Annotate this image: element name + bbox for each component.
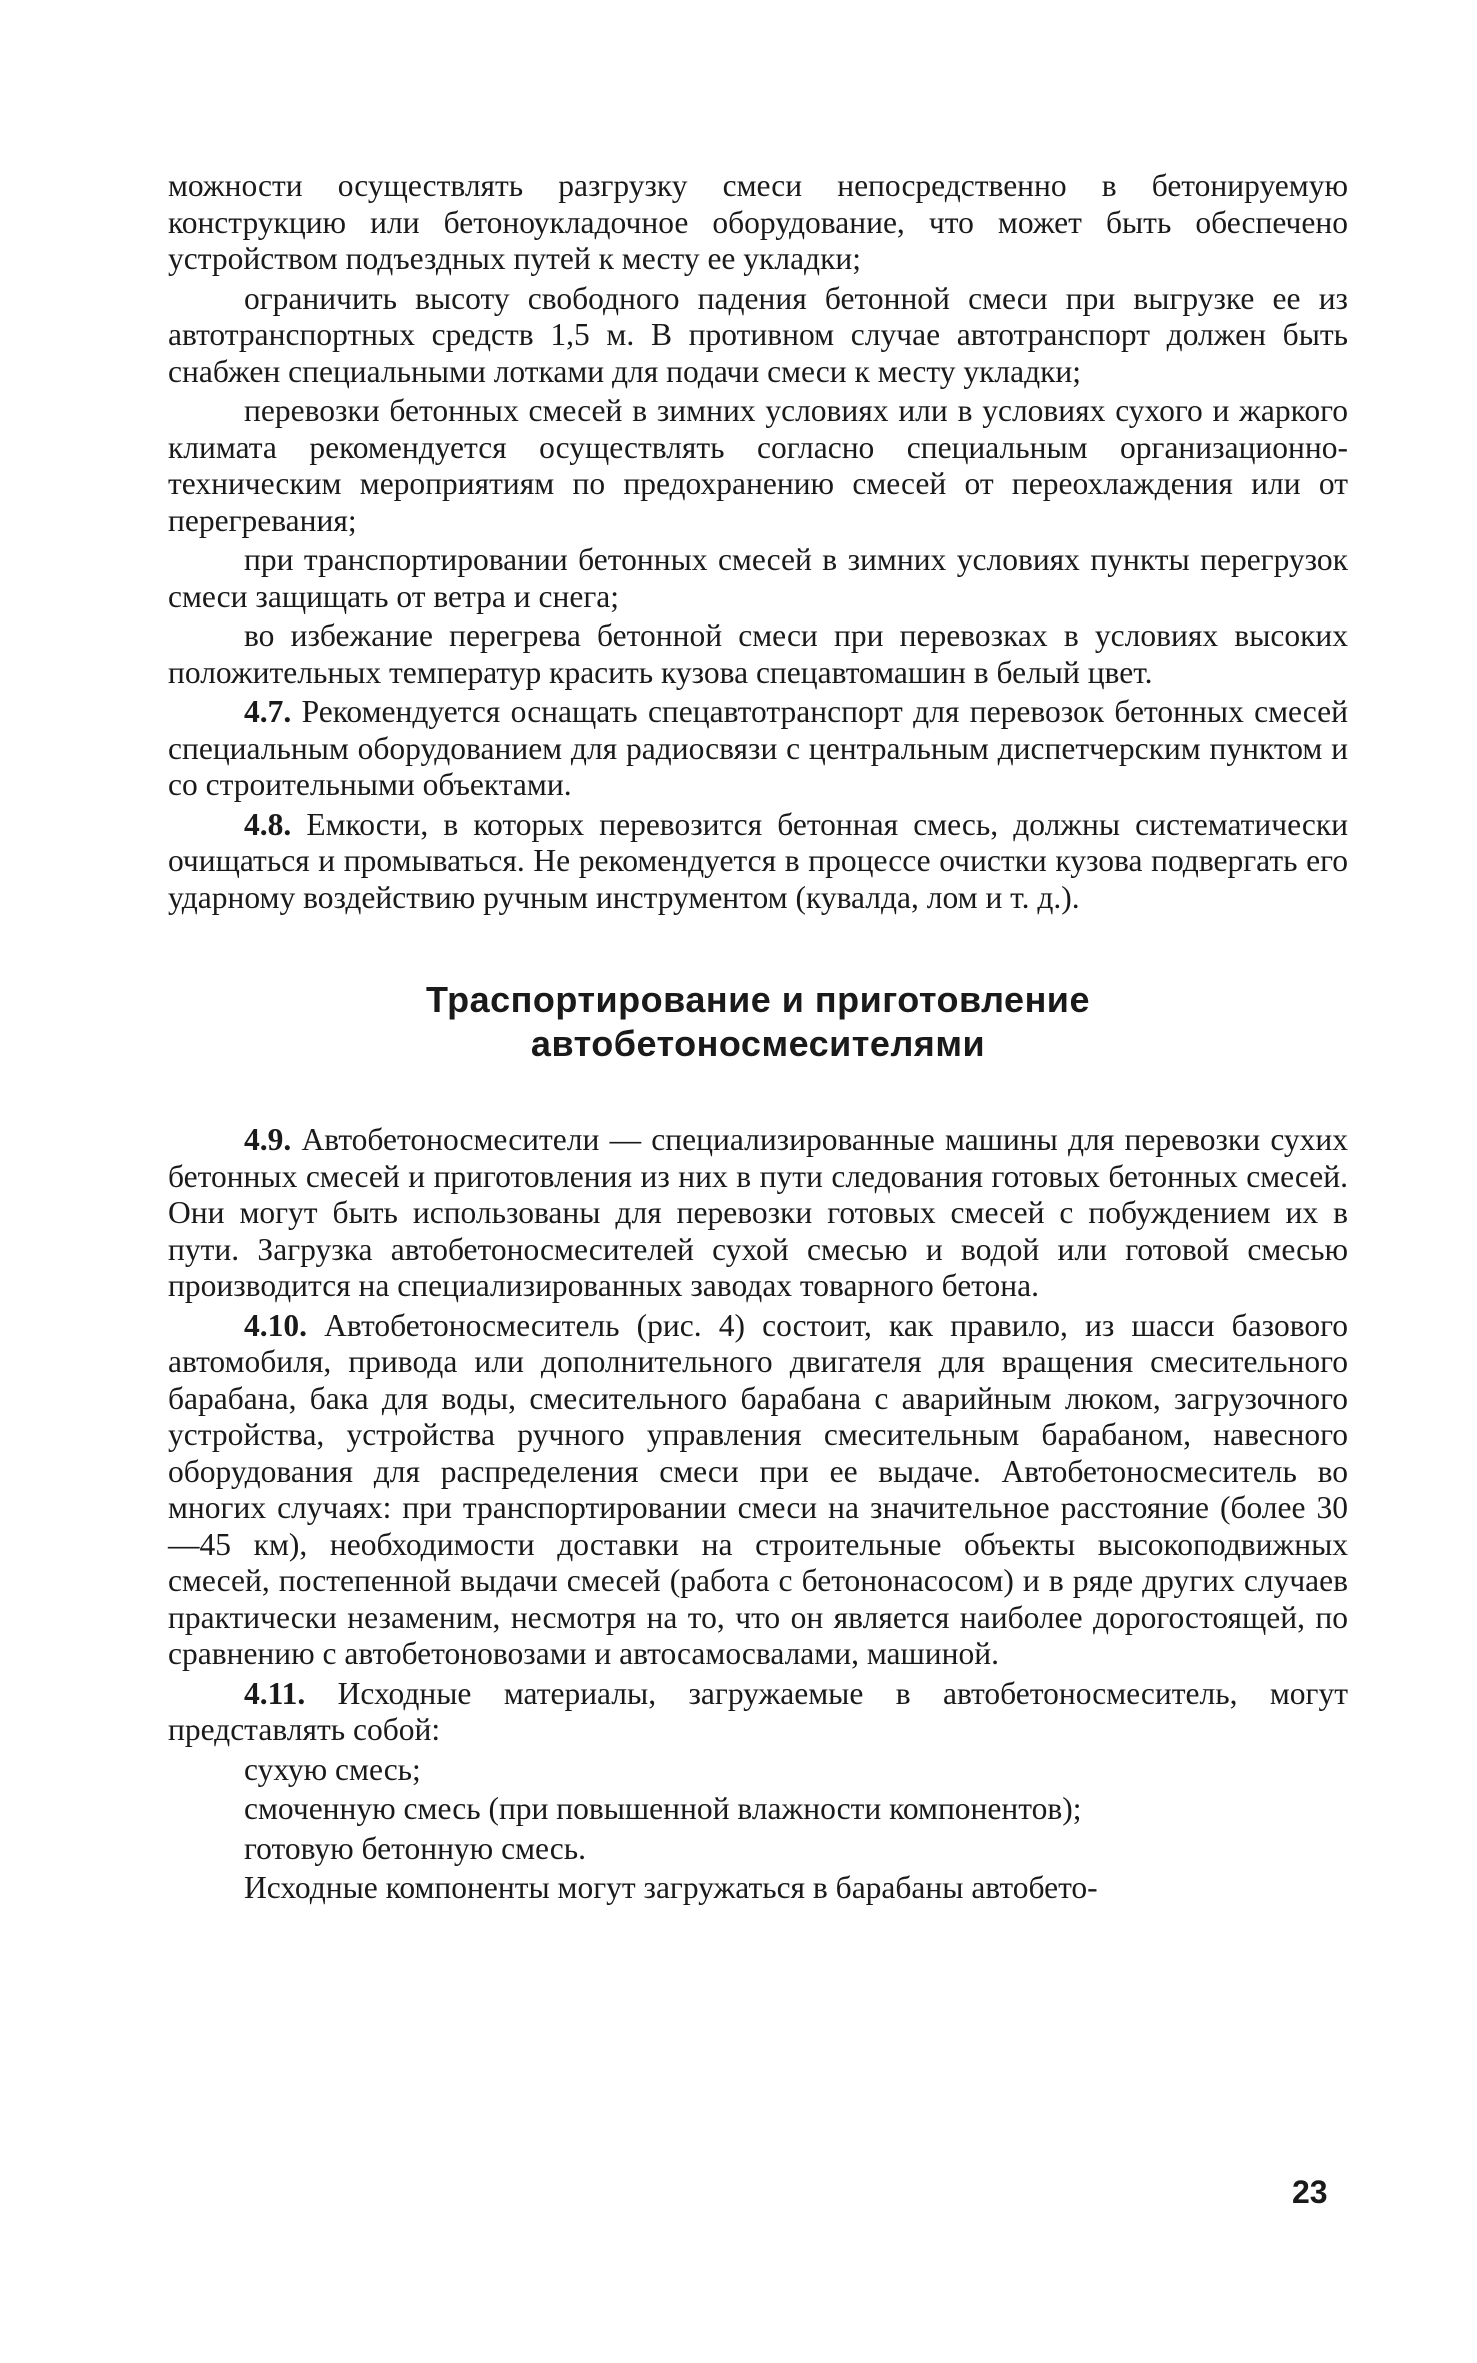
clause-number: 4.11. xyxy=(244,1675,306,1711)
paragraph-winter-points xyxy=(168,542,1348,615)
clause-number: 4.10. xyxy=(244,1307,307,1343)
paragraph-text: Автобетоносмеситель (рис. 4) состоит, как правило, из шасси базового автомобиля, привода или дополнительного двигателя для вращения смесительного барабана, бака для воды, смесительного барабана с аварийным люком, загрузочного устройства, устройства ручного управления смесительным барабаном, навесного оборудования для распределения смеси при ее выдаче. Автобетоносмеситель во многих случаях: при транспортировании смеси на значительное расстояние (более 30—45 км), необходимости доставки на строительные объекты высокоподвижных смесей, постепенной выдачи смесей (работа с бетононасосом) и в ряде других случаев практически незаменим, несмотря на то, что он является наиболее дорогостоящей, по сравнению с автобетоновозами и автосамосвалами, машиной. xyxy=(168,1307,1348,1671)
page-number: 23 xyxy=(1292,2174,1328,2210)
paragraph-4-7 xyxy=(168,694,1348,804)
clause-number: 4.7. xyxy=(244,694,292,729)
heading-line-1: Траспортирование и приготовление xyxy=(426,979,1090,1020)
clause-number: 4.9. xyxy=(244,1122,292,1157)
paragraph-text: готовую бетонную смесь. xyxy=(244,1830,586,1866)
paragraph-4-10 xyxy=(168,1308,1348,1673)
section-truck-mixers xyxy=(168,1122,1348,1907)
paragraph-text: сухую смесь; xyxy=(244,1751,421,1787)
paragraph-text: ограничить высоту свободного падения бетонной смеси при выгрузке ее из автотранспортных средств 1,5 м. В противном случае автотранспорт должен быть снабжен специальными лотками для подачи смеси к месту укладки; xyxy=(168,280,1348,389)
paragraph-text: перевозки бетонных смесей в зимних условиях или в условиях сухого и жаркого климата рекомендуется осуществлять согласно специальным организационно-техническим мероприятиям по предохранению смесей от переохлаждения или от перегревания; xyxy=(168,393,1348,538)
paragraph-4-8 xyxy=(168,807,1348,917)
paragraph-white-bodies xyxy=(168,618,1348,691)
paragraph-text: Автобетоносмесители — специализированные машины для перевозки сухих бетонных смесей и приготовления из них в пути следования готовых бетонных смесей. Они могут быть использованы для перевозки готовых смесей с побуждением их в пути. Загрузка автобетоносмесителей сухой смесью и водой или готовой смесью производится на специализированных заводах товарного бетона. xyxy=(168,1122,1348,1303)
clause-number: 4.8. xyxy=(244,806,292,842)
paragraph-climate-transport xyxy=(168,393,1348,539)
list-item-wet-mix xyxy=(168,1791,1348,1828)
list-item-ready-mix xyxy=(168,1831,1348,1868)
paragraph-text: Емкости, в которых перевозится бетонная смесь, должны систематически очищаться и промываться. Не рекомендуется в процессе очистки кузова подвергать его ударному воздействию ручным инструментом (кувалда, лом и т. д.). xyxy=(168,806,1348,915)
document-page xyxy=(168,168,1348,1907)
paragraph-unloading-continuation xyxy=(168,168,1348,278)
list-item-dry-mix xyxy=(168,1752,1348,1789)
paragraph-text: Исходные материалы, загружаемые в автобетоносмеситель, могут представлять собой: xyxy=(168,1675,1348,1747)
paragraph-text: Исходные компоненты могут загружаться в барабаны автобето- xyxy=(244,1870,1098,1905)
paragraph-text: можности осуществлять разгрузку смеси непосредственно в бетонируемую конструкцию или бетоноукладочное оборудование, что может быть обеспечено устройством подъездных путей к месту ее укладки; xyxy=(168,168,1348,276)
paragraph-drop-height xyxy=(168,281,1348,391)
paragraph-text: Рекомендуется оснащать спецавтотранспорт для перевозок бетонных смесей специальным оборудованием для радиосвязи с центральным диспетчерским пунктом и со строительными объектами. xyxy=(168,694,1348,802)
paragraph-4-11 xyxy=(168,1676,1348,1749)
paragraph-text: смоченную смесь (при повышенной влажности компонентов); xyxy=(244,1791,1082,1826)
paragraph-4-9 xyxy=(168,1122,1348,1305)
heading-line-2: автобетоносмесителями xyxy=(530,1023,986,1064)
paragraph-text: во избежание перегрева бетонной смеси при перевозках в условиях высоких положительных температур красить кузова спецавтомашин в белый цвет. xyxy=(168,618,1348,690)
section-transport-rules xyxy=(168,168,1348,916)
section-heading xyxy=(168,978,1348,1066)
paragraph-text: при транспортировании бетонных смесей в зимних условиях пункты перегрузок смеси защищать от ветра и снега; xyxy=(168,542,1348,614)
paragraph-components-loading xyxy=(168,1870,1348,1907)
